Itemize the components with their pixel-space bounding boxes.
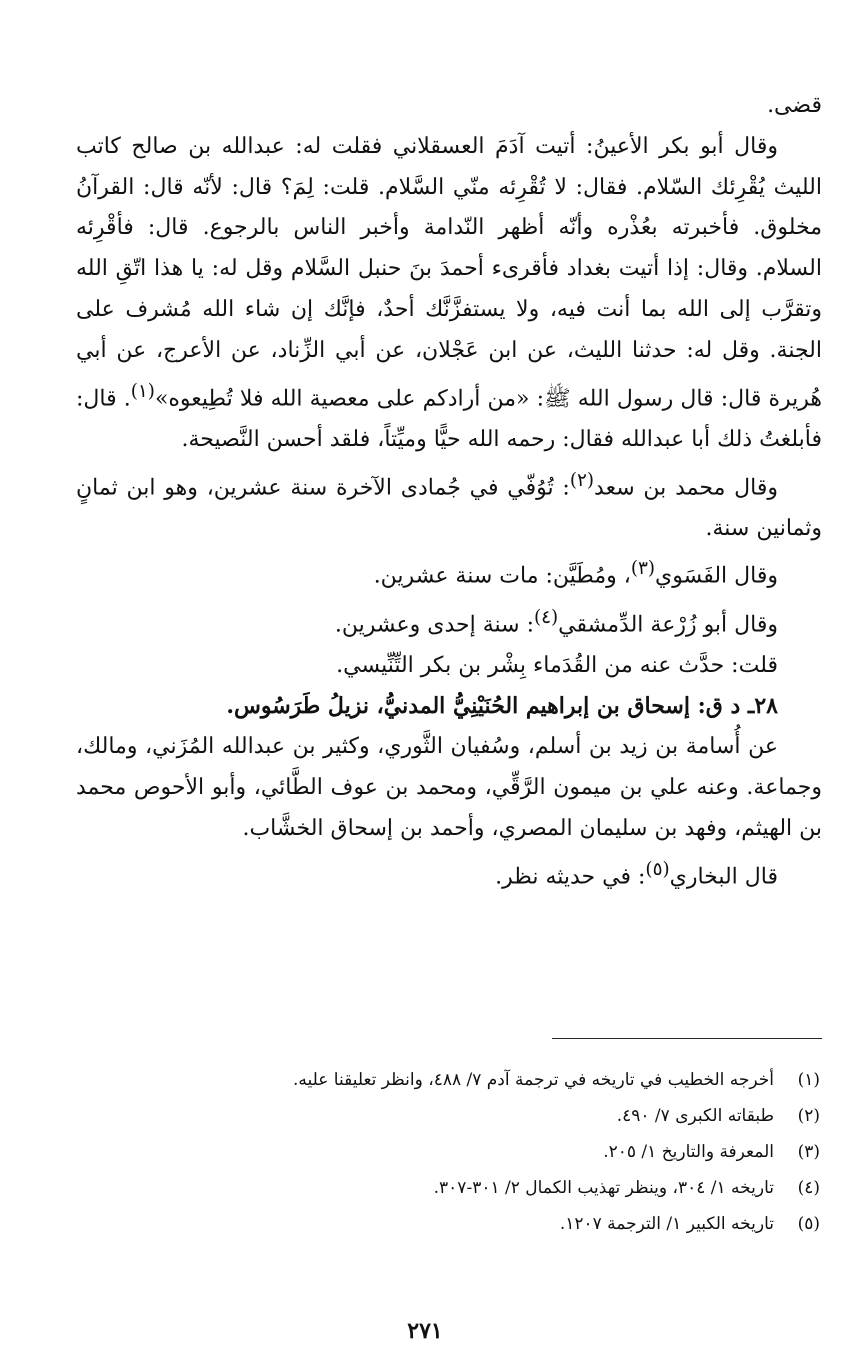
paragraph-continuation: قضى. <box>767 93 822 118</box>
paragraph-text: وقال أبو زُرْعة الدِّمشقي <box>558 611 778 637</box>
footnote-5 <box>76 1206 820 1242</box>
footnote-ref-5[interactable]: (٥) <box>645 858 670 880</box>
paragraph-adam <box>76 127 822 461</box>
footnotes <box>76 1062 820 1242</box>
footnote-divider <box>552 1038 822 1039</box>
paragraph-fasawi <box>76 549 822 597</box>
footnote-3 <box>76 1134 820 1170</box>
footnote-number: (١) <box>797 1070 820 1090</box>
footnote-number: (٢) <box>797 1106 820 1126</box>
paragraph-note: قلت: حدَّث عنه من القُدَماء بِشْر بن بكر التِّنِّيسي. <box>336 652 778 678</box>
paragraph-bukhari <box>76 850 822 898</box>
paragraph-text-end: ، ومُطَيَّن: مات سنة عشرين. <box>373 563 631 589</box>
paragraph-ibn-saad <box>76 461 822 550</box>
page-number: ٢٧١ <box>407 1318 443 1344</box>
footnote-ref-2[interactable]: (٢) <box>569 469 595 491</box>
footnote-text: أخرجه الخطيب في تاريخه في ترجمة آدم ٧/ ٤٨٨، وانظر تعليقنا عليه. <box>292 1070 774 1090</box>
footnote-text: طبقاته الكبرى ٧/ ٤٩٠. <box>616 1106 774 1126</box>
entry-heading: ٢٨ـ د ق: إسحاق بن إبراهيم الحُنَيْنِيُّ المدنيُّ، نزيلُ طَرَسُوس. <box>226 693 778 720</box>
footnote-ref-4[interactable]: (٤) <box>534 606 559 628</box>
footnote-number: (٤) <box>797 1178 820 1198</box>
footnote-text: المعرفة والتاريخ ١/ ٢٠٥. <box>603 1142 774 1162</box>
footnote-2 <box>76 1098 820 1134</box>
main-text <box>76 86 822 898</box>
paragraph-text: وقال أبو بكر الأعينُ: أتيت آدَمَ العسقلاني فقلت له: عبدالله بن صالح كاتب الليث يُقْرِئك السّلام. فقال: لا تُقْرِئه منّي السَّلام. قلت: لِمَ؟ قال: لأنّه قال: القرآنُ مخلوق. فأخبرته بعُذْره وأنّه أظهر النّدامة وأخبر الناس بالرجوع. قال: فأقْرِئه السلام. وقال: إذا أتيت بغداد فأقرىء أحمدَ بنَ حنبل السَّلام وقل له: يا هذا اتّقِ الله وتقرَّب إلى الله بما أنت فيه، ولا يستفزَّنَّك أحدٌ، فإنَّك إن شاء الله مُشرف على الجنة. وقل له: حدثنا الليث، عن ابن عَجْلان، عن أبي الزِّناد، عن الأعرج، عن أبي هُريرة قال: قال رسول الله ﷺ: «من أرادكم على معصية الله فلا تُطِيعوه» <box>76 133 823 411</box>
paragraph-text-end: . قال: فأبلغتُ ذلك أبا عبدالله فقال: رحمه الله حيًّا وميِّتاً، فلقد أحسن النَّصيحة. <box>76 385 822 452</box>
footnote-1 <box>76 1062 820 1098</box>
footnote-number: (٣) <box>797 1142 820 1162</box>
footnote-ref-1[interactable]: (١) <box>130 380 155 402</box>
paragraph-text: وقال محمد بن سعد <box>594 474 779 500</box>
paragraph-text: وقال الفَسَوي <box>655 563 778 589</box>
footnote-text: تاريخه الكبير ١/ الترجمة ١٢٠٧. <box>559 1214 774 1234</box>
paragraph-narrators: عن أُسامة بن زيد بن أسلم، وسُفيان الثَّوري، وكثير بن عبدالله المُزَني، ومالك، وجماعة. وعنه علي بن ميمون الرَّقِّي، ومحمد بن عوف الطَّائي، وأبو الأحوص محمد بن الهيثم، وفهد بن سليمان المصري، وأحمد بن إسحاق الخشَّاب. <box>76 734 822 841</box>
footnote-ref-3[interactable]: (٣) <box>630 558 656 580</box>
paragraph-text-end: : تُوُفّي في جُمادى الآخرة سنة عشرين، وهو ابن ثمانٍ وثمانين سنة. <box>76 474 822 541</box>
paragraph-text-end: : سنة إحدى وعشرين. <box>334 611 534 637</box>
paragraph-abu-zura <box>76 598 822 646</box>
footnote-text: تاريخه ١/ ٣٠٤، وينظر تهذيب الكمال ٢/ ٣٠١-٣٠٧. <box>433 1178 774 1198</box>
footnote-number: (٥) <box>797 1214 820 1234</box>
footnote-4 <box>76 1170 820 1206</box>
paragraph-text: قال البخاري <box>669 863 778 889</box>
paragraph-text-end: : في حديثه نظر. <box>495 863 646 889</box>
